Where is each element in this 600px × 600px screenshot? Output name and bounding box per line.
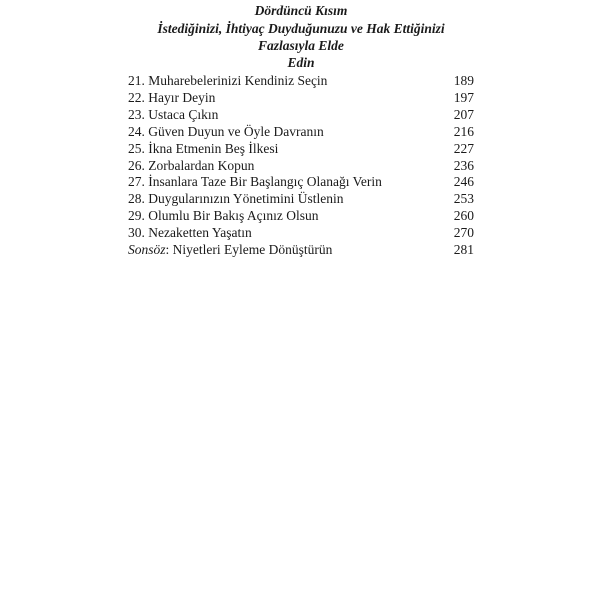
toc-entry-page: 281 [453,242,474,258]
toc-entry-24 [128,124,474,141]
toc-entry-number: 30. [128,225,145,241]
toc-entry-number: 28. [128,191,145,207]
toc-entry-title: Zorbalardan Kopun [148,157,255,173]
toc-entry-number: 27. [128,174,145,190]
toc-entry-page: 197 [453,89,474,105]
toc-entry-title: Ustaca Çıkın [148,106,219,122]
toc-entry-number: 22. [128,89,145,105]
toc-entry-title: Hayır Deyin [148,89,216,105]
toc-entry-page: 260 [453,208,474,224]
toc-entry-afterword [128,242,474,259]
toc-entry-number: 21. [128,73,145,88]
table-of-contents [128,73,474,259]
toc-entry-26 [128,158,474,175]
toc-entry-page: 207 [453,106,474,122]
toc-entry-page: 253 [453,191,474,207]
toc-entry-page: 227 [453,140,474,156]
toc-entry-title: Güven Duyun ve Öyle Davranın [148,123,324,139]
afterword-title: : Niyetleri Eyleme Dönüştürün [165,242,333,258]
toc-entry-number: 29. [128,208,145,224]
toc-entry-page: 246 [453,174,474,190]
toc-entry-page: 216 [453,123,474,139]
part-subtitle [128,20,474,71]
afterword-label: Sonsöz [128,242,166,258]
toc-entry-25 [128,141,474,158]
toc-entry-page: 270 [453,225,474,241]
toc-entry-21 [128,73,474,90]
toc-entry-title: Nezaketten Yaşatın [148,225,252,241]
toc-entry-28 [128,191,474,208]
toc-entry-title: Olumlu Bir Bakış Açınız Olsun [148,208,319,224]
toc-entry-22 [128,90,474,107]
toc-entry-29 [128,208,474,225]
part-subtitle-line2: Edin [287,55,315,70]
toc-entry-number: 26. [128,157,145,173]
toc-entry-title: Muharebelerinizi Kendiniz Seçin [148,73,328,88]
part-title: Dördüncü Kısım [254,3,348,18]
toc-entry-page: 189 [453,73,474,88]
toc-entry-page: 236 [453,157,474,173]
toc-entry-27 [128,174,474,191]
toc-entry-title: İkna Etmenin Beş İlkesi [148,140,279,156]
toc-entry-number: 23. [128,106,145,122]
toc-entry-title: İnsanlara Taze Bir Başlangıç Olanağı Verin [148,174,382,190]
toc-page [128,2,474,259]
toc-entry-23 [128,107,474,124]
toc-entry-number: 24. [128,123,145,139]
toc-entry-title: Duygularınızın Yönetimini Üstlenin [148,191,344,207]
toc-entry-30 [128,225,474,242]
toc-entry-number: 25. [128,140,145,156]
part-subtitle-line1: İstediğinizi, İhtiyaç Duyduğunuzu ve Hak Ettiğinizi Fazlasıyla Elde [157,21,445,53]
